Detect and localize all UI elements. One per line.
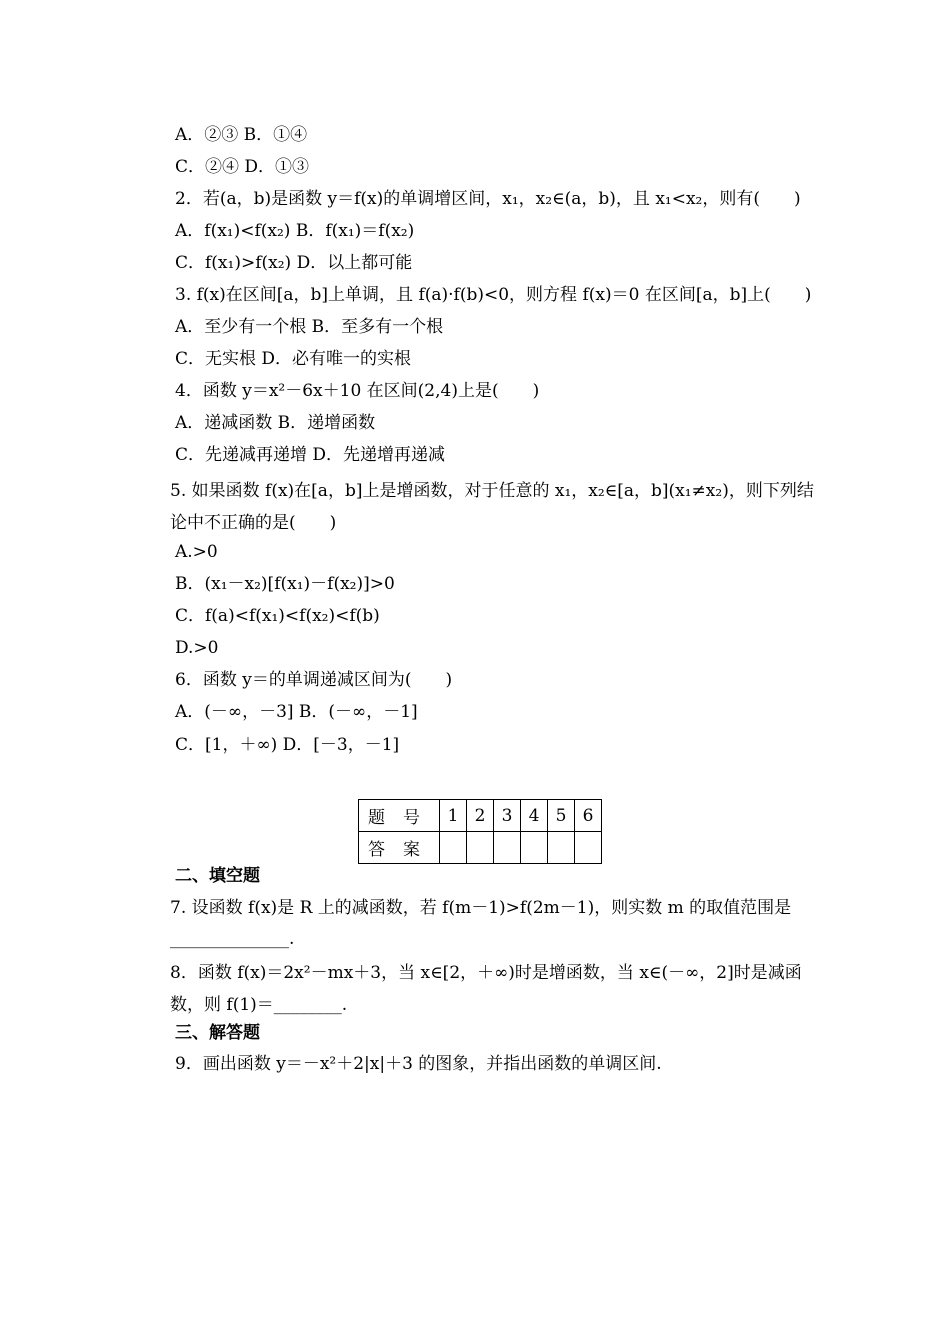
- q6-stem: 6．函数 y＝的单调递减区间为( ): [175, 670, 453, 690]
- question-number: 3: [494, 800, 521, 832]
- q3-options-ab: A．至少有一个根 B．至多有一个根: [175, 317, 444, 337]
- answer-table: [358, 799, 602, 864]
- q7-stem: 7. 设函数 f(x)是 R 上的减函数，若 f(m－1)>f(2m－1)，则实数 m 的取值范围是______________.: [170, 898, 792, 949]
- q3-stem: 3. f(x)在区间[a，b]上单调，且 f(a)·f(b)<0，则方程 f(x)＝0 在区间[a，b]上( ): [175, 285, 812, 305]
- q4-options-cd: C．先递减再递增 D．先递增再递减: [175, 445, 446, 465]
- answer-cell[interactable]: [467, 832, 494, 864]
- question-number-label: 题号: [359, 800, 440, 832]
- answer-cell[interactable]: [548, 832, 575, 864]
- q2-stem: 2．若(a，b)是函数 y＝f(x)的单调增区间，x₁，x₂∈(a，b)，且 x₁<x₂，则有( ): [175, 189, 801, 209]
- section-answer-heading: 三、解答题: [175, 1023, 260, 1043]
- q6-options-ab: A．(－∞，－3] B．(－∞，－1]: [175, 702, 418, 722]
- q5-option-b: B．(x₁－x₂)[f(x₁)－f(x₂)]>0: [175, 574, 395, 594]
- q5-option-a: A.>0: [175, 542, 218, 562]
- q2-options-ab: A．f(x₁)<f(x₂) B．f(x₁)＝f(x₂): [175, 221, 415, 241]
- answer-label: 答案: [359, 832, 440, 864]
- question-number: 2: [467, 800, 494, 832]
- q6-options-cd: C．[1，＋∞) D．[－3，－1]: [175, 735, 400, 755]
- q5-option-d: D.>0: [175, 638, 219, 658]
- q1-options-ab: A．②③ B．①④: [175, 125, 308, 145]
- question-number: 4: [521, 800, 548, 832]
- q9-stem: 9．画出函数 y＝－x²＋2|x|＋3 的图象，并指出函数的单调区间.: [175, 1054, 662, 1074]
- section-fill-in-heading: 二、填空题: [175, 866, 260, 886]
- answer-cell[interactable]: [494, 832, 521, 864]
- answer-table-answer-row: [359, 832, 602, 864]
- q5-stem: 5. 如果函数 f(x)在[a，b]上是增函数，对于任意的 x₁，x₂∈[a，b](x₁≠x₂)，则下列结论中不正确的是( ): [170, 481, 814, 533]
- q1-options-cd: C．②④ D．①③: [175, 157, 310, 177]
- answer-table-header-row: [359, 800, 602, 832]
- question-number: 5: [548, 800, 575, 832]
- answer-cell[interactable]: [521, 832, 548, 864]
- question-number: 1: [440, 800, 467, 832]
- q2-options-cd: C．f(x₁)>f(x₂) D．以上都可能: [175, 253, 413, 273]
- q5-option-c: C．f(a)<f(x₁)<f(x₂)<f(b): [175, 606, 380, 626]
- question-number: 6: [575, 800, 602, 832]
- answer-cell[interactable]: [440, 832, 467, 864]
- q4-stem: 4．函数 y＝x²－6x＋10 在区间(2,4)上是( ): [175, 381, 540, 401]
- answer-cell[interactable]: [575, 832, 602, 864]
- q8-stem: 8．函数 f(x)＝2x²－mx＋3，当 x∈[2，＋∞)时是增函数，当 x∈(－∞，2]时是减函数，则 f(1)＝________.: [170, 963, 802, 1015]
- q3-options-cd: C．无实根 D．必有唯一的实根: [175, 349, 412, 369]
- q4-options-ab: A．递减函数 B．递增函数: [175, 413, 376, 433]
